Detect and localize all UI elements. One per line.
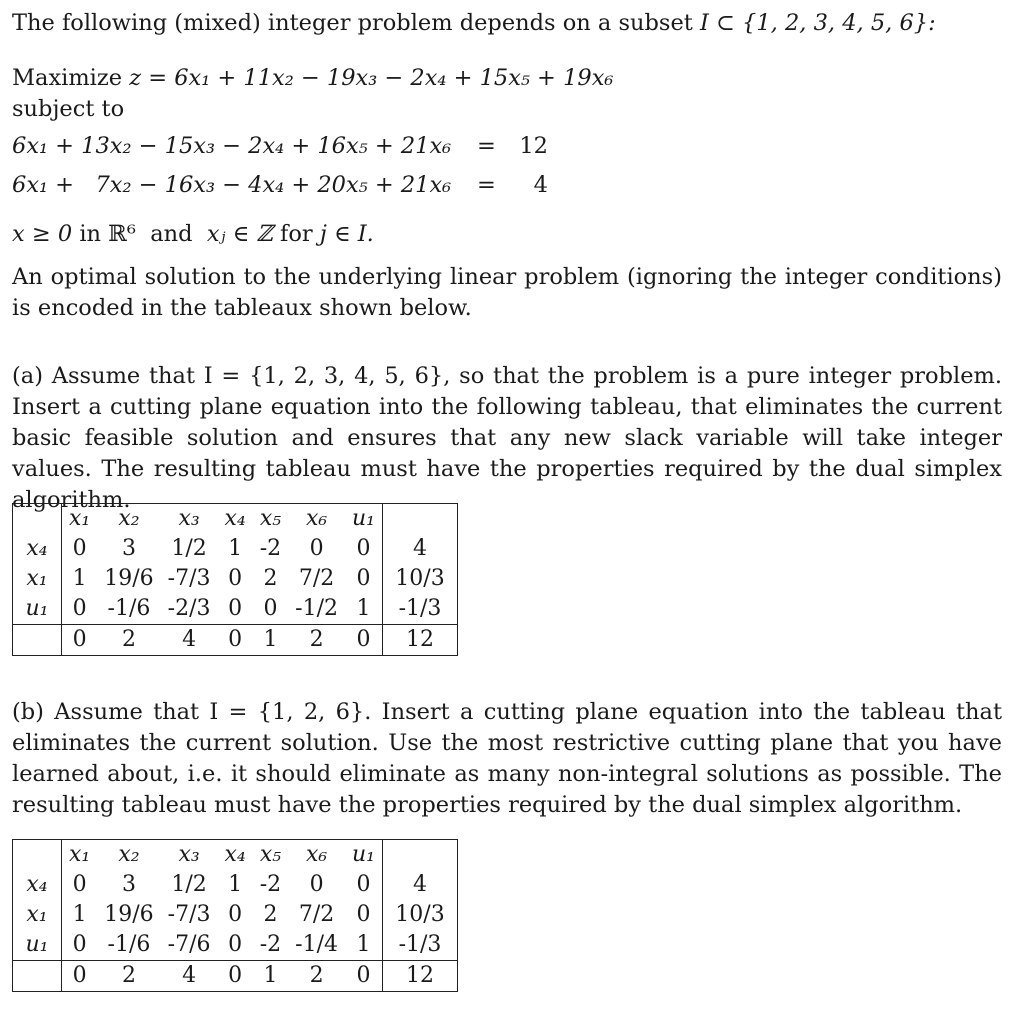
tableau-cell: 0 xyxy=(345,961,383,992)
basis-label: x₁ xyxy=(13,900,62,930)
tableau-cell: -1/2 xyxy=(295,596,338,621)
tableau-cell: -1/6 xyxy=(107,932,151,957)
tableau-cell: 0 xyxy=(356,566,371,591)
tableau-row xyxy=(13,594,458,625)
tableau-cell: 1/2 xyxy=(171,872,207,897)
tableau-row xyxy=(13,900,458,930)
intro-set: I ⊂ {1, 2, 3, 4, 5, 6}: xyxy=(700,10,936,36)
tableau-cell: 2 xyxy=(288,625,345,656)
tableau-cell: 2 xyxy=(97,625,160,656)
tableau-header: x₃ xyxy=(161,504,218,535)
objective-basis xyxy=(13,625,62,656)
lp-note: An optimal solution to the underlying linear problem (ignoring the integer conditions) is encoded in the tableaux shown below. xyxy=(12,264,1002,321)
constraint-rhs: 4 xyxy=(533,172,548,198)
tableau-cell: 4 xyxy=(161,625,218,656)
tableau-cell: 0 xyxy=(217,961,252,992)
domain-nonneg: x ≥ 0 xyxy=(12,221,73,247)
tableau-cell: 0 xyxy=(228,932,243,957)
tableau-cell: 0 xyxy=(345,625,383,656)
tableau-cell: 19/6 xyxy=(104,902,154,927)
tableau-header: x₄ xyxy=(217,840,252,871)
tableau-cell: 3 xyxy=(121,536,136,561)
tableau-cell: 0 xyxy=(263,596,278,621)
domain-in: in xyxy=(79,221,102,247)
tableau-header: x₆ xyxy=(288,504,345,535)
tableau-cell: 1 xyxy=(356,596,371,621)
tableau-rhs: 4 xyxy=(383,870,458,900)
tableau-objective-row xyxy=(13,961,458,992)
tableau-cell: 2 xyxy=(263,566,278,591)
tableau-rhs-header xyxy=(383,504,458,535)
basis-label: u₁ xyxy=(13,930,62,961)
tableau-cell: 19/6 xyxy=(104,566,154,591)
tableau-cell: 0 xyxy=(356,902,371,927)
tableau-cell: 0 xyxy=(228,566,243,591)
tableau-header: x₅ xyxy=(253,504,288,535)
tableau-cell: 1/2 xyxy=(171,536,207,561)
tableau-cell: 7/2 xyxy=(298,902,335,927)
tableau-cell: 0 xyxy=(228,596,243,621)
tableau-rhs: 10/3 xyxy=(383,564,458,594)
tableau-cell: 1 xyxy=(228,872,243,897)
part-b-text: (b) Assume that I = {1, 2, 6}. Insert a cutting plane equation into the tableau that eliminates the current solution. Use the most restrictive cutting plane that you have learned about, i.e. it should eliminate as many non-integral solutions as possible. The resulting tableau must have the properties required by the dual simplex algorithm. xyxy=(12,699,1002,818)
tableau-cell: -2 xyxy=(259,872,282,897)
tableau-header: u₁ xyxy=(345,504,383,535)
constraint-rhs: 12 xyxy=(519,133,548,159)
tableau-header: x₂ xyxy=(97,504,160,535)
tableau-cell: 4 xyxy=(161,961,218,992)
tableau-header: x₂ xyxy=(97,840,160,871)
tableau-header: x₄ xyxy=(217,504,252,535)
tableau-header-row xyxy=(13,840,458,871)
constraint-relation: = xyxy=(477,133,496,159)
tableau-cell: 1 xyxy=(253,625,288,656)
tableau-cell: 2 xyxy=(263,902,278,927)
tableau-cell: 0 xyxy=(309,536,324,561)
tableau-cell: 0 xyxy=(356,872,371,897)
tableau-cell: 0 xyxy=(72,872,87,897)
tableau-cell: 1 xyxy=(356,932,371,957)
tableau-cell: 0 xyxy=(72,536,87,561)
tableau-cell: -2/3 xyxy=(167,596,211,621)
part-a-text: (a) Assume that I = {1, 2, 3, 4, 5, 6}, so that the problem is a pure integer problem. Insert a cutting plane equation into the following tableau, that eliminates the current basic feasible solution and ensures that any new slack variable will take integer values. The resulting tableau must have the properties required by the dual simplex algorithm. xyxy=(12,363,1002,513)
basis-label: u₁ xyxy=(13,594,62,625)
intro-line xyxy=(12,8,936,39)
tableau-row xyxy=(13,870,458,900)
tableau-header: x₁ xyxy=(62,504,98,535)
tableau-header: x₆ xyxy=(288,840,345,871)
tableau-cell: 0 xyxy=(356,536,371,561)
tableau-rhs: 12 xyxy=(383,961,458,992)
tableau-header: x₁ xyxy=(62,840,98,871)
tableau-row xyxy=(13,534,458,564)
objective-expr: z = 6x₁ + 11x₂ − 19x₃ − 2x₄ + 15x₅ + 19x₆ xyxy=(129,65,614,91)
tableau-cell: 0 xyxy=(62,961,98,992)
tableau-header-row xyxy=(13,504,458,535)
tableau-rhs: 4 xyxy=(383,534,458,564)
tableau-cell: -2 xyxy=(259,536,282,561)
tableau-cell: 1 xyxy=(228,536,243,561)
tableau-cell: 3 xyxy=(121,872,136,897)
tableau-rhs: -1/3 xyxy=(383,930,458,961)
tableau-rhs: 10/3 xyxy=(383,900,458,930)
tableau-cell: 1 xyxy=(253,961,288,992)
tableau-cell: -1/6 xyxy=(107,596,151,621)
tableau-cell: -1/4 xyxy=(295,932,338,957)
tableau-corner xyxy=(13,504,62,535)
constraint-lhs: 6x₁ + 7x₂ − 16x₃ − 4x₄ + 20x₅ + 21x₆ xyxy=(12,172,452,198)
tableau-cell: 0 xyxy=(217,625,252,656)
intro-text: The following (mixed) integer problem depends on a subset xyxy=(12,10,693,36)
tableau-cell: 1 xyxy=(72,902,87,927)
tableau-cell: -2 xyxy=(259,932,282,957)
tableau-b xyxy=(12,839,458,992)
tableau-objective-row xyxy=(13,625,458,656)
tableau-rhs: -1/3 xyxy=(383,594,458,625)
tableau-cell: 2 xyxy=(97,961,160,992)
tableau-cell: -7/6 xyxy=(167,932,211,957)
tableau-cell: -7/3 xyxy=(167,902,211,927)
constraint-relation: = xyxy=(477,172,496,198)
tableau-cell: 0 xyxy=(62,625,98,656)
tableau-rhs-header xyxy=(383,840,458,871)
tableau-cell: 7/2 xyxy=(298,566,335,591)
subject-to: subject to xyxy=(12,96,125,122)
tableau-cell: -7/3 xyxy=(167,566,211,591)
tableau-rhs: 12 xyxy=(383,625,458,656)
tableau-cell: 0 xyxy=(309,872,324,897)
objective-basis xyxy=(13,961,62,992)
domain-for: for xyxy=(280,221,313,247)
basis-label: x₄ xyxy=(13,534,62,564)
domain-integer: xⱼ ∈ ℤ xyxy=(206,221,273,247)
objective-label: Maximize xyxy=(12,65,123,91)
domain-line xyxy=(12,219,374,250)
tableau-a xyxy=(12,503,458,656)
domain-space: ℝ⁶ xyxy=(108,221,136,247)
tableau-cell: 1 xyxy=(72,566,87,591)
tableau-header: x₃ xyxy=(161,840,218,871)
tableau-cell: 2 xyxy=(288,961,345,992)
tableau-cell: 0 xyxy=(72,596,87,621)
tableau-header: x₅ xyxy=(253,840,288,871)
basis-label: x₄ xyxy=(13,870,62,900)
objective-line xyxy=(12,63,613,94)
domain-and: and xyxy=(150,221,193,247)
tableau-cell: 0 xyxy=(228,902,243,927)
tableau-cell: 0 xyxy=(72,932,87,957)
tableau-corner xyxy=(13,840,62,871)
basis-label: x₁ xyxy=(13,564,62,594)
tableau-header: u₁ xyxy=(345,840,383,871)
tableau-row xyxy=(13,564,458,594)
domain-index: j ∈ I. xyxy=(319,221,374,247)
constraint-lhs: 6x₁ + 13x₂ − 15x₃ − 2x₄ + 16x₅ + 21x₆ xyxy=(12,133,452,159)
tableau-row xyxy=(13,930,458,961)
